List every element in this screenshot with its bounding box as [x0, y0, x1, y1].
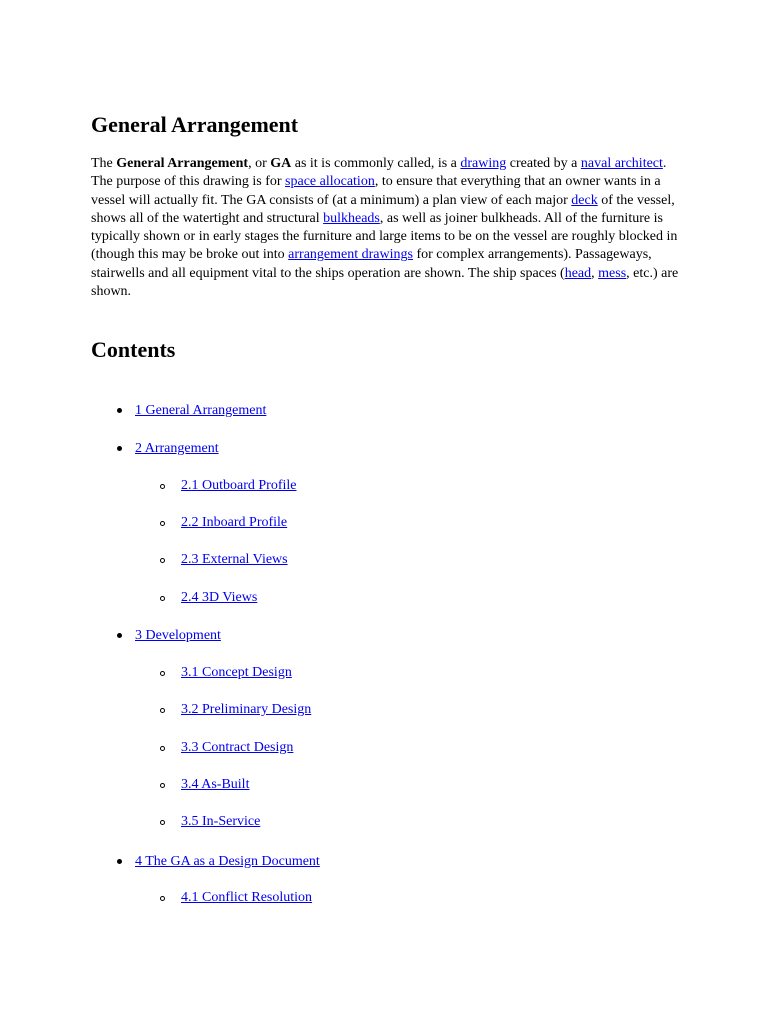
toc-link-2[interactable]: 2 Arrangement — [135, 441, 219, 456]
toc-link-3-2[interactable]: 3.2 Preliminary Design — [181, 702, 312, 717]
toc-link-3-3[interactable]: 3.3 Contract Design — [181, 740, 294, 755]
link-drawing[interactable]: drawing — [460, 156, 507, 171]
toc-link-3-5[interactable]: 3.5 In-Service — [181, 814, 261, 829]
link-head[interactable]: head — [564, 265, 592, 281]
intro-text: . The purpose of this drawing is for — [91, 156, 667, 190]
toc-link-2-1[interactable]: 2.1 Outboard Profile — [181, 478, 297, 493]
bold-term-general-arrangement: General Arrangement — [116, 156, 249, 171]
circle-bullet-icon — [160, 820, 165, 825]
intro-text: The — [91, 156, 117, 171]
link-deck[interactable]: deck — [571, 192, 598, 208]
link-space-allocation[interactable]: space allocation — [285, 174, 375, 190]
circle-bullet-icon — [160, 671, 165, 676]
toc-link-4[interactable]: 4 The GA as a Design Document — [135, 854, 320, 869]
circle-bullet-icon — [160, 708, 165, 713]
link-naval-architect[interactable]: naval architect — [580, 156, 663, 171]
toc-link-3-1[interactable]: 3.1 Concept Design — [181, 665, 292, 680]
intro-text: , as well as joiner bulkheads. All of the furniture is typically shown or in early stages the furniture and large items to be on the vessel are roughly blocked in (though this may be broke out into — [91, 210, 678, 263]
circle-bullet-icon — [160, 596, 165, 601]
intro-text: , etc.) are shown. — [91, 265, 679, 300]
toc-link-2-3[interactable]: 2.3 External Views — [181, 552, 288, 567]
disc-bullet-icon — [117, 408, 122, 413]
circle-bullet-icon — [160, 521, 165, 526]
intro-text: , — [591, 265, 599, 281]
toc-link-2-2[interactable]: 2.2 Inboard Profile — [181, 515, 288, 530]
circle-bullet-icon — [160, 746, 165, 751]
disc-bullet-icon — [117, 446, 122, 451]
link-mess[interactable]: mess — [598, 265, 627, 281]
intro-text: as it is commonly called, is a — [291, 156, 461, 171]
circle-bullet-icon — [160, 896, 165, 901]
intro-text: of the vessel, shows all of the watertight and structural — [91, 192, 675, 226]
link-bulkheads[interactable]: bulkheads — [323, 210, 380, 226]
toc-link-2-4[interactable]: 2.4 3D Views — [181, 590, 258, 605]
disc-bullet-icon — [117, 633, 122, 638]
disc-bullet-icon — [117, 859, 122, 864]
toc-link-3[interactable]: 3 Development — [135, 628, 221, 643]
intro-text: , to ensure that everything that an owner wants in a vessel will actually fit. The GA consists of (at a minimum) a plan view of each major — [91, 174, 661, 208]
toc-link-1[interactable]: 1 General Arrangement — [135, 403, 267, 418]
intro-text: for complex arrangements). Passageways, stairwells and all equipment vital to the ships operation are shown. The ship spaces ( — [91, 247, 652, 281]
toc-link-4-1[interactable]: 4.1 Conflict Resolution — [181, 890, 313, 905]
intro-text: , or — [248, 156, 271, 171]
page-title: General Arrangement — [91, 112, 299, 137]
intro-text: created by a — [506, 156, 581, 171]
circle-bullet-icon — [160, 484, 165, 489]
contents-heading: Contents — [91, 337, 176, 362]
link-arrangement-drawings[interactable]: arrangement drawings — [288, 247, 413, 263]
circle-bullet-icon — [160, 558, 165, 563]
bold-term-ga: GA — [270, 156, 292, 171]
circle-bullet-icon — [160, 783, 165, 788]
toc-link-3-4[interactable]: 3.4 As-Built — [181, 777, 250, 792]
